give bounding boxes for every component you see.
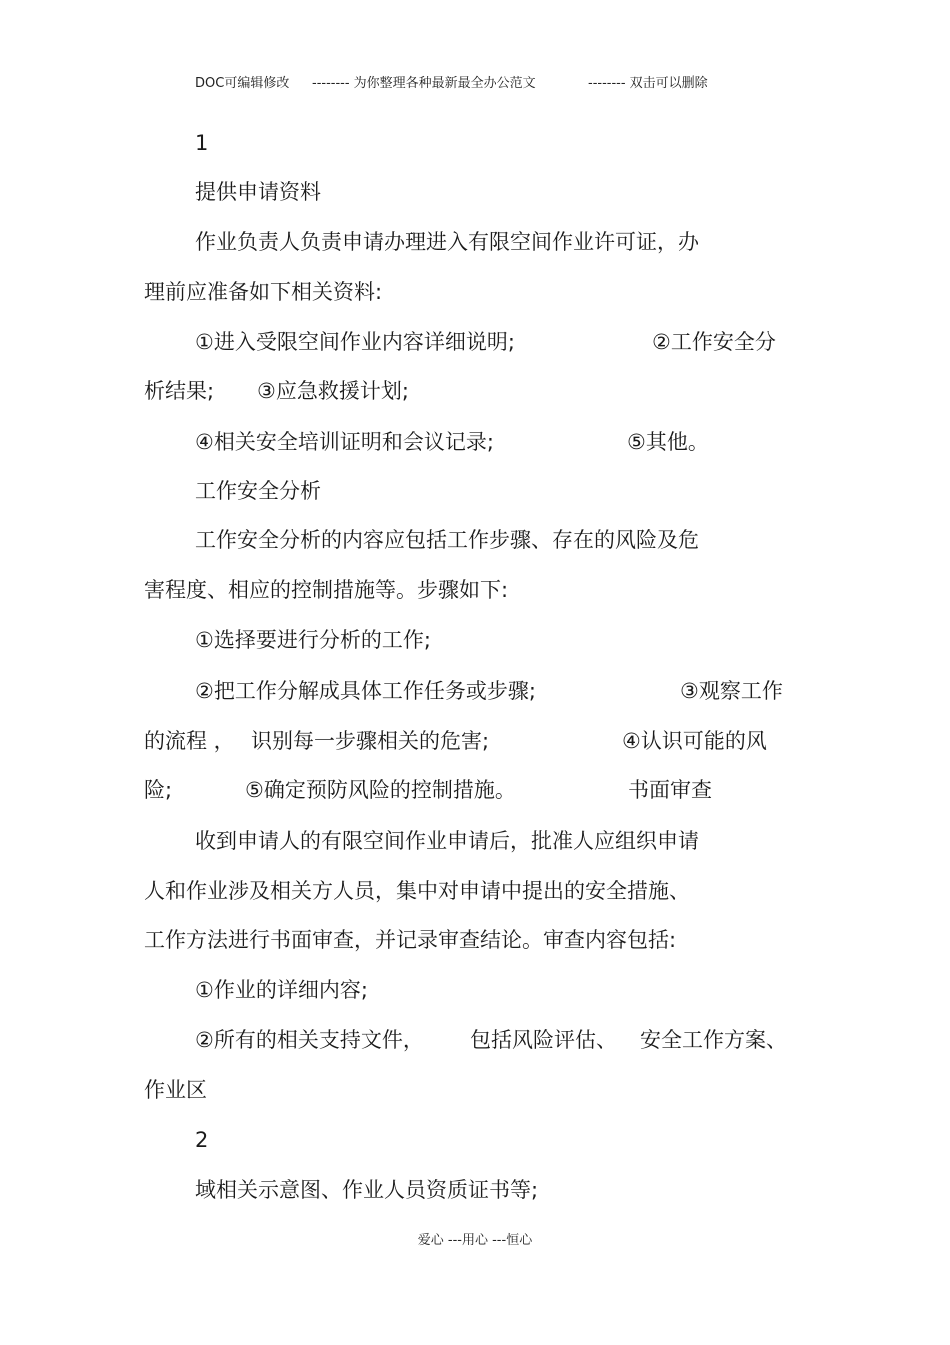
paragraph-line: 域相关示意图、作业人员资质证书等; [195,1178,539,1202]
header-left: DOC可编辑修改 [195,76,290,91]
list-item: ④相关安全培训证明和会议记录; [195,430,494,454]
paragraph-line: 作业负责人负责申请办理进入有限空间作业许可证，办 [195,230,699,254]
paragraph-line: 工作安全分析的内容应包括工作步骤、存在的风险及危 [195,528,699,552]
list-item: 险; [144,778,173,802]
paragraph-line: 作业区 [144,1078,207,1102]
list-item: ②把工作分解成具体工作任务或步骤; [195,679,536,703]
list-item: ①进入受限空间作业内容详细说明; [195,330,515,354]
list-item: ③观察工作 [680,679,783,703]
list-item: 安全工作方案、 [640,1028,787,1052]
list-item: ①作业的详细内容; [195,978,368,1002]
header-right: -------- 双击可以删除 [588,76,708,91]
list-item: 的流程 ， [144,729,235,753]
paragraph-line: 工作方法进行书面审查，并记录审查结论。审查内容包括: [144,928,677,952]
list-item: ④认识可能的风 [622,729,767,753]
paragraph-line: 收到申请人的有限空间作业申请后，批准人应组织申请 [195,829,699,853]
list-item: ①选择要进行分析的工作; [195,628,431,652]
page-number: 2 [195,1128,209,1152]
list-item: 识别每一步骤相关的危害; [251,729,490,753]
list-item: 析结果; [144,379,215,403]
list-item: ⑤其他。 [627,430,709,454]
paragraph-line: 理前应准备如下相关资料: [144,280,383,304]
section-heading: 提供申请资料 [195,180,321,204]
list-item: ②所有的相关支持文件， [195,1028,424,1052]
page-number: 1 [195,131,209,155]
page-footer: 爱心 ---用心 ---恒心 [417,1233,533,1248]
section-heading: 工作安全分析 [195,479,321,503]
section-heading: 书面审查 [628,778,712,802]
paragraph-line: 人和作业涉及相关方人员，集中对申请中提出的安全措施、 [144,879,690,903]
list-item: ②工作安全分 [652,330,776,354]
paragraph-line: 害程度、相应的控制措施等。步骤如下: [144,578,509,602]
list-item: ③应急救援计划; [257,379,409,403]
header-middle: -------- 为你整理各种最新最全办公范文 [312,76,536,91]
list-item: ⑤确定预防风险的控制措施。 [245,778,516,802]
list-item: 包括风险评估、 [470,1028,617,1052]
